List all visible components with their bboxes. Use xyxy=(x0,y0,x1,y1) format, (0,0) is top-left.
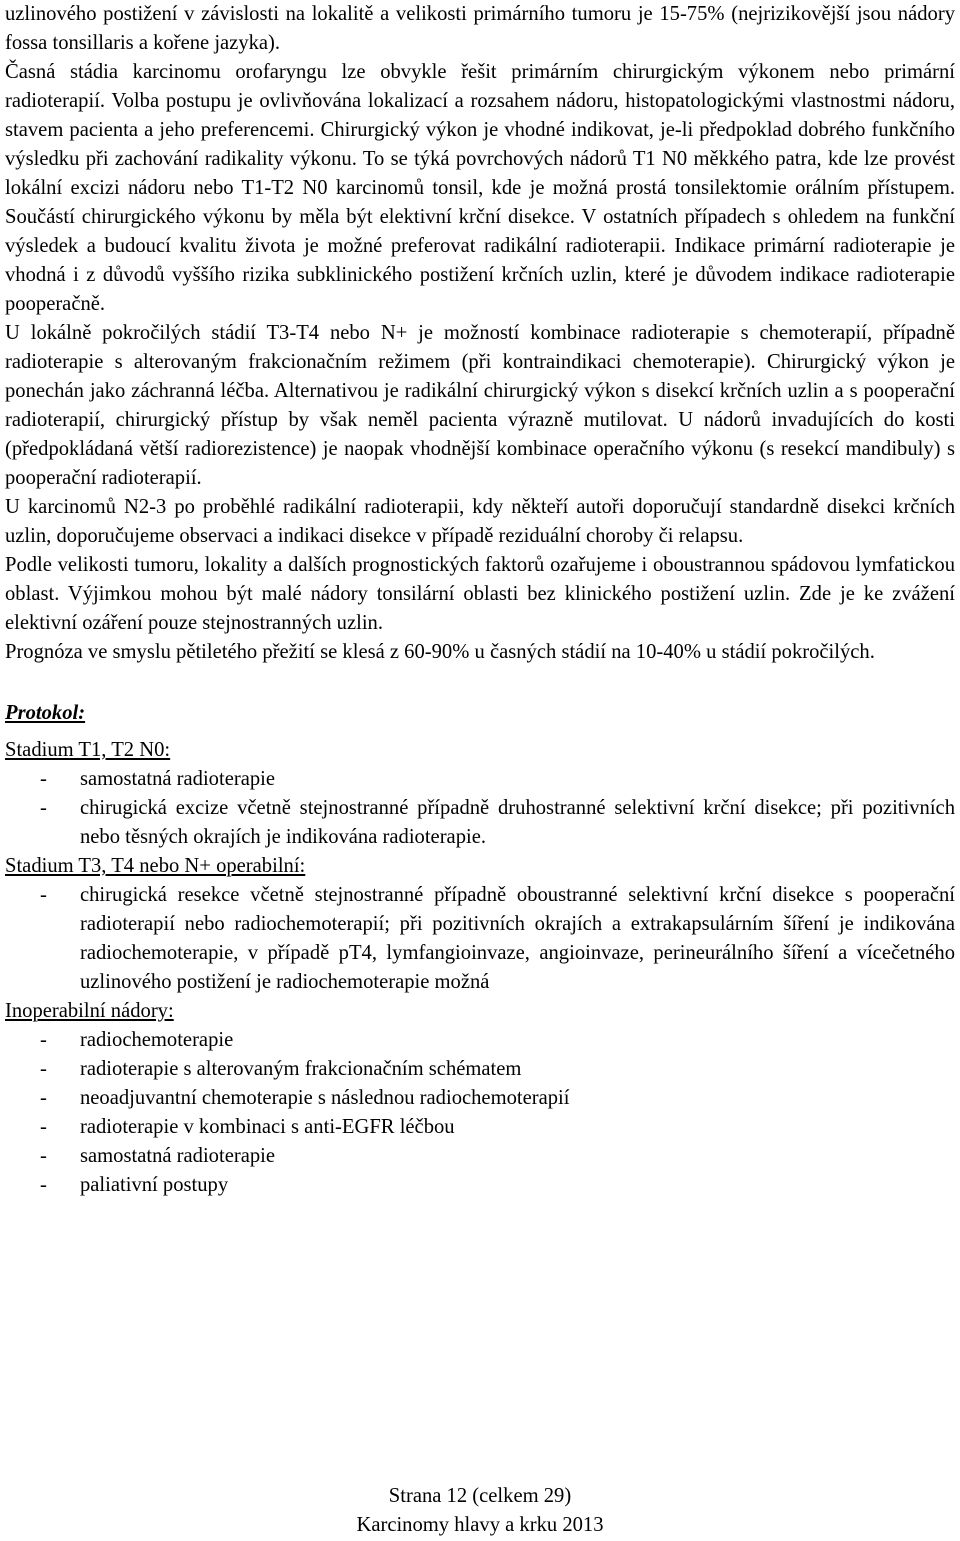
item-list xyxy=(5,765,955,852)
list-item: - radioterapie v kombinaci s anti-EGFR léčbou xyxy=(40,1116,455,1138)
paragraph: U lokálně pokročilých stádií T3-T4 nebo N+ je možností kombinace radioterapie s chemoterapií, případně radioterapie s alterovaným frakcionačním režimem (při kontraindikaci chemoterapie). Chirurgický výkon je ponechán jako záchranná léčba. Alternativou je radikální chirurgický výkon s disekcí krčních uzlin a s pooperační radioterapií, chirurgický přístup by však neměl pacienta výrazně mutilovat. U nádorů invadujících do kosti (předpokládaná větší radiorezistence) je naopak vhodnější kombinace operačního výkonu (s resekcí mandibuly) s pooperační radioterapií. xyxy=(5,322,955,489)
list-item: - radioterapie s alterovaným frakcionačním schématem xyxy=(40,1058,522,1080)
paragraph: uzlinového postižení v závislosti na lokalitě a velikosti primárního tumoru je 15-75% (nejrizikovější jsou nádory fossa tonsillaris a kořene jazyka). xyxy=(5,3,955,54)
section-heading: Inoperabilní nádory: xyxy=(5,1000,174,1022)
list-item: - chirugická excize včetně stejnostranné případně druhostranné selektivní krční disekce; při pozitivních nebo těsných okrajích je indikována radioterapie. xyxy=(40,797,955,848)
paragraph: Podle velikosti tumoru, lokality a dalších prognostických faktorů ozařujeme i oboustrannou spádovou lymfatickou oblast. Výjimkou mohou být malé nádory tonsilární oblasti bez klinického postižení uzlin. Zde je ke zvážení elektivní ozáření pouze stejnostranných uzlin. xyxy=(5,554,955,634)
protocol-title: Protokol: xyxy=(5,702,86,724)
document-title: Karcinomy hlavy a krku 2013 xyxy=(356,1514,604,1536)
paragraph: Časná stádia karcinomu orofaryngu lze obvykle řešit primárním chirurgickým výkonem nebo primární radioterapií. Volba postupu je ovlivňována lokalizací a rozsahem nádoru, histopatologickými vlastnostmi nádoru, stavem pacienta a jeho preferencemi. Chirurgický výkon je vhodné indikovat, je-li předpoklad dobrého funkčního výsledku při zachování radikality výkonu. To se týká povrchových nádorů T1 N0 měkkého patra, kde lze provést lokální excizi nádoru nebo T1-T2 N0 karcinomů tonsil, kde je možná prostá tonsilektomie orálním přístupem. Součástí chirurgického výkonu by měla být elektivní krční disekce. V ostatních případech s ohledem na funkční výsledek a budoucí kvalitu života je možné preferovat radikální radioterapii. Indikace primární radioterapie je vhodná i z důvodů vyššího rizika subklinického postižení krčních uzlin, které je důvodem indikace radioterapie pooperačně. xyxy=(5,61,955,315)
list-item: - paliativní postupy xyxy=(40,1174,229,1196)
page-footer xyxy=(0,1482,960,1540)
list-item: - chirugická resekce včetně stejnostranné případně oboustranné selektivní krční disekce s pooperační radioterapií nebo radiochemoterapií; při pozitivních okrajích a extrakapsulárním šíření je indikována radiochemoterapie, v případě pT4, lymfangioinvaze, angioinvaze, perineurálního šíření a vícečetného uzlinového postižení je radiochemoterapie možná xyxy=(40,884,955,993)
section-heading: Stadium T3, T4 nebo N+ operabilní: xyxy=(5,855,306,877)
list-item: - radiochemoterapie xyxy=(40,1029,234,1051)
paragraph: Prognóza ve smyslu pětiletého přežití se klesá z 60-90% u časných stádií na 10-40% u stádií pokročilých. xyxy=(5,641,875,663)
body-text xyxy=(5,0,955,667)
item-list xyxy=(5,881,955,997)
list-item: - samostatná radioterapie xyxy=(40,768,275,790)
list-item: - samostatná radioterapie xyxy=(40,1145,275,1167)
protocol-section xyxy=(5,699,955,1200)
document-page xyxy=(5,0,955,1200)
paragraph: U karcinomů N2-3 po proběhlé radikální radioterapii, kdy někteří autoři doporučují standardně disekci krčních uzlin, doporučujeme observaci a indikaci disekce v případě reziduální choroby či relapsu. xyxy=(5,496,955,547)
item-list xyxy=(5,1026,955,1200)
list-item: - neoadjuvantní chemoterapie s následnou radiochemoterapií xyxy=(40,1087,570,1109)
page-number: Strana 12 (celkem 29) xyxy=(388,1485,572,1507)
section-heading: Stadium T1, T2 N0: xyxy=(5,739,171,761)
